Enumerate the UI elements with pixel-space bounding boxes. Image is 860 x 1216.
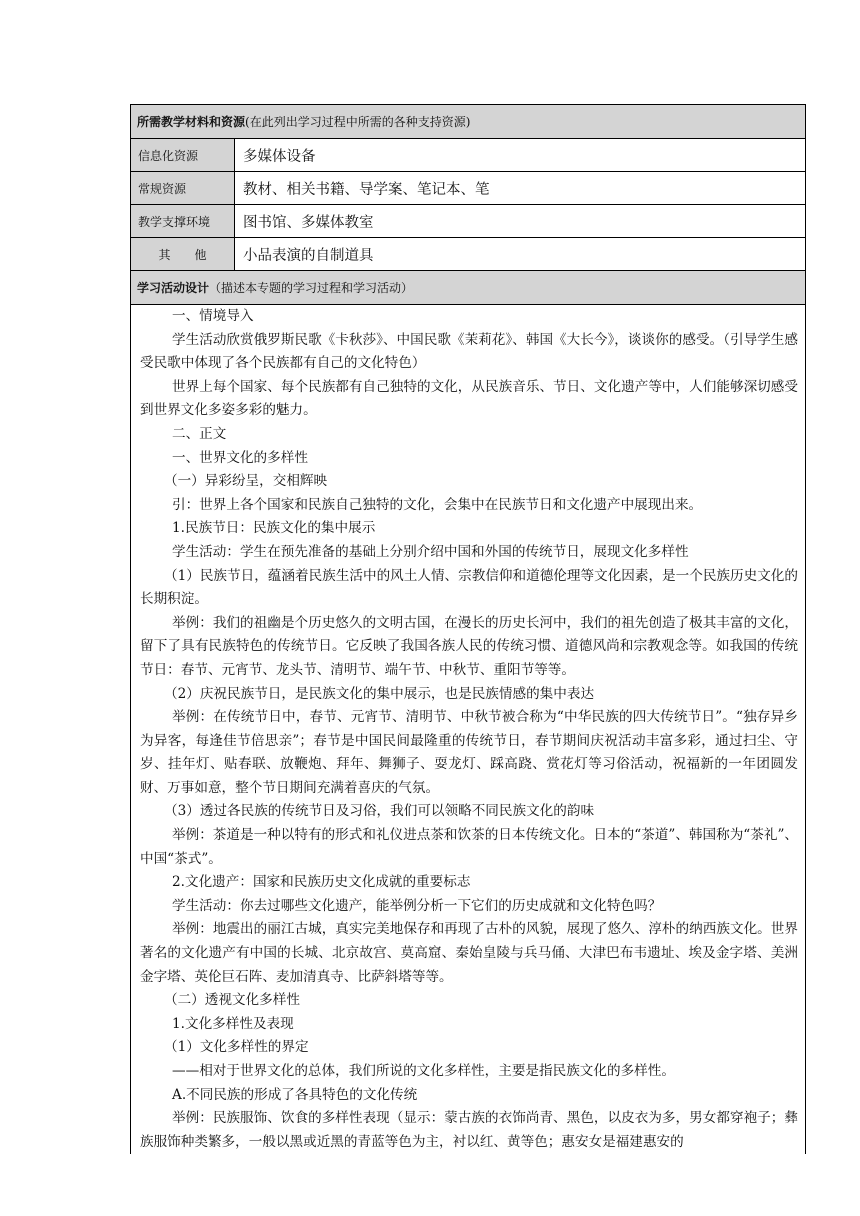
resource-label: 常规资源 — [131, 172, 235, 204]
lesson-plan-table — [130, 104, 806, 1154]
paragraph: （二）透视文化多样性 — [164, 992, 300, 1009]
resource-label: 教学支撑环境 — [131, 205, 235, 237]
activity-header — [131, 271, 805, 305]
paragraph: （一）异彩纷呈，交相辉映 — [164, 473, 328, 490]
activity-header-note: （描述本专题的学习过程和学习活动） — [209, 281, 414, 295]
paragraph: 学生活动欣赏俄罗斯民歌《卡秋莎》、中国民歌《茉莉花》、韩国《大长今》，谈谈你的感受。（引导学生感受民歌中体现了各个民族都有自己的文化特色） — [140, 331, 798, 372]
resource-value: 图书馆、多媒体教室 — [243, 214, 374, 231]
paragraph: （2）庆祝民族节日，是民族文化的集中展示，也是民族情感的集中表达 — [164, 685, 595, 702]
resource-row-other — [131, 238, 805, 271]
activity-body — [131, 305, 805, 1154]
paragraph: 1.文化多样性及表现 — [172, 1015, 294, 1032]
paragraph: 世界上每个国家、每个民族都有自己独特的文化，从民族音乐、节日、文化遗产等中，人们能够深切感受到世界文化多姿多彩的魅力。 — [140, 378, 798, 419]
paragraph: 举例：茶道是一种以特有的形式和礼仪进点茶和饮茶的日本传统文化。日本的“茶道”、韩国称为“茶礼”、中国“茶式”。 — [140, 827, 798, 867]
paragraph: A.不同民族的形成了各具特色的文化传统 — [172, 1086, 418, 1103]
resource-row-environment — [131, 205, 805, 238]
paragraph: 学生活动：你去过哪些文化遗产，能举例分析一下它们的历史成就和文化特色吗？ — [172, 897, 662, 914]
activity-header-title: 学习活动设计 — [137, 281, 210, 295]
resource-row-digital — [131, 139, 805, 172]
paragraph: 1.民族节日：民族文化的集中展示 — [172, 520, 376, 537]
resource-value: 多媒体设备 — [243, 148, 316, 165]
materials-header-title: 所需教学材料和资源 — [137, 115, 246, 129]
paragraph: 举例：我们的祖幽是个历史悠久的文明古国，在漫长的历史长河中，我们的祖先创造了极其丰富的文化，留下了具有民族特色的传统节日。它反映了我国各族人民的传统习惯、道德风尚和宗教观念等。如我国的传统节日：春节、元宵节、龙头节、清明节、端午节、中秋节、重阳节等等。 — [140, 614, 798, 678]
paragraph: 学生活动：学生在预先准备的基础上分别介绍中国和外国的传统节日，展现文化多样性 — [172, 543, 689, 560]
paragraph: 一、情境导入 — [172, 308, 254, 324]
paragraph: 二、正文 — [172, 425, 227, 442]
paragraph: （3）透过各民族的传统节日及习俗，我们可以领略不同民族文化的韵味 — [164, 803, 595, 820]
resource-value: 教材、相关书籍、导学案、笔记本、笔 — [243, 181, 490, 198]
paragraph: 引：世界上各个国家和民族自己独特的文化，会集中在民族节日和文化遗产中展现出来。 — [172, 496, 703, 513]
resource-row-regular — [131, 172, 805, 205]
resource-label: 信息化资源 — [131, 139, 235, 171]
resource-label: 其 他 — [131, 238, 235, 270]
paragraph: （1）文化多样性的界定 — [164, 1039, 309, 1056]
paragraph: 举例：在传统节日中，春节、元宵节、清明节、中秋节被合称为“中华民族的四大传统节日”。“独存异乡为异客，每逢佳节倍思亲”；春节是中国民间最隆重的传统节日，春节期间庆祝活动丰富多彩，通过扫尘、守岁、挂年灯、贴春联、放鞭炮、拜年、舞狮子、耍龙灯、踩高跷、赏花灯等习俗活动，祝福新的一年团圆发财、万事如意，整个节日期间充满着喜庆的气氛。 — [140, 709, 798, 796]
resource-value: 小品表演的自制道具 — [243, 247, 374, 264]
paragraph: 举例：民族服饰、饮食的多样性表现（显示：蒙古族的衣饰尚青、黑色，以皮衣为多，男女都穿袍子；彝族服饰种类繁多，一般以黑或近黑的青蓝等色为主，衬以红、黄等色；惠安女是福建惠安的 — [140, 1110, 798, 1150]
paragraph: 一、世界文化的多样性 — [172, 449, 308, 466]
paragraph: 2.文化遗产：国家和民族历史文化成就的重要标志 — [172, 874, 471, 891]
paragraph: 举例：地震出的丽江古城，真实完美地保存和再现了古朴的风貌，展现了悠久、淳朴的纳西族文化。世界著名的文化遗产有中国的长城、北京故宫、莫高窟、秦始皇陵与兵马俑、大津巴布韦遗址、埃及金字塔、美洲金字塔、英伦巨石阵、麦加清真寺、比萨斜塔等等。 — [140, 921, 798, 985]
paragraph: （1）民族节日，蕴涵着民族生活中的风土人情、宗教信仰和道德伦理等文化因素，是一个民族历史文化的长期积淀。 — [140, 567, 798, 608]
materials-header — [131, 105, 805, 139]
materials-header-note: (在此列出学习过程中所需的各种支持资源) — [245, 115, 471, 129]
paragraph: ——相对于世界文化的总体，我们所说的文化多样性，主要是指民族文化的多样性。 — [172, 1063, 675, 1079]
